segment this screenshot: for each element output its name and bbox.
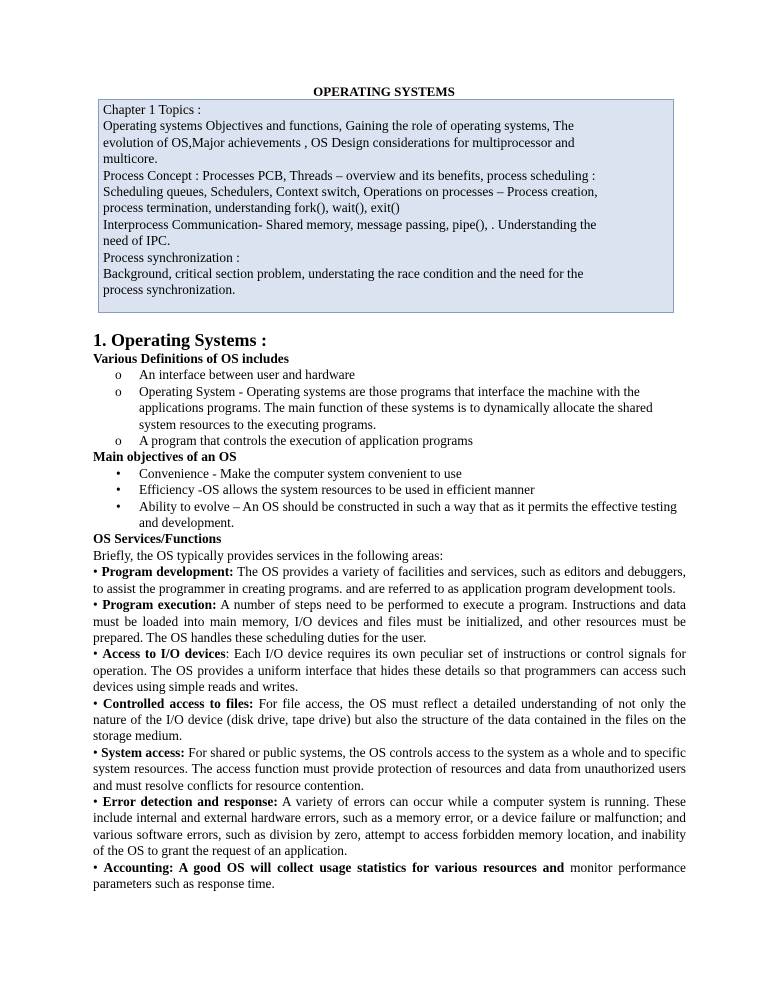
topics-line: process synchronization.	[103, 282, 236, 298]
definitions-list	[93, 367, 686, 449]
topics-line: evolution of OS,Major achievements , OS Design considerations for multiprocessor and	[103, 134, 575, 150]
services-intro: Briefly, the OS typically provides services in the following areas:	[93, 547, 444, 563]
service-paragraph: • Error detection and response: A variety of errors can occur while a computer system is running. These include internal and external hardware errors, such as a memory error, or a device failure or malfunction; and various software errors, such as division by zero, attempt to access forbidden memory location, and inability of the OS to grant the request of an application.	[93, 793, 686, 859]
objectives-heading: Main objectives of an OS	[93, 449, 237, 465]
services-heading: OS Services/Functions	[93, 531, 222, 547]
objectives-list	[93, 466, 686, 532]
dot-bullet-icon: •	[93, 744, 98, 760]
chapter-topics-box	[98, 99, 674, 313]
dot-bullet-icon: •	[93, 646, 98, 662]
service-term: System access:	[101, 744, 185, 760]
circle-bullet-icon: o	[115, 433, 122, 449]
list-item: o A program that controls the execution of application programs	[115, 433, 473, 449]
topics-line: Chapter 1 Topics :	[103, 102, 202, 117]
dot-bullet-icon: •	[116, 498, 121, 514]
service-paragraph: • Controlled access to files: For file access, the OS must reflect a detailed understanding of not only the nature of the I/O device (disk drive, tape drive) but also the structure of the data contained in the files on the storage medium.	[93, 695, 686, 744]
topics-line: Process Concept : Processes PCB, Threads – overview and its benefits, process scheduling :	[103, 167, 596, 183]
service-term: Program execution:	[102, 597, 217, 613]
topics-line: Process synchronization :	[103, 249, 240, 265]
service-term: Error detection and response:	[102, 793, 278, 809]
dot-bullet-icon: •	[116, 465, 121, 481]
dot-bullet-icon: •	[116, 482, 121, 498]
service-term: Accounting: A good OS will collect usage statistics for various resources and	[103, 859, 565, 875]
dot-bullet-icon: •	[93, 564, 98, 580]
main-content	[93, 329, 686, 892]
service-paragraph: • Accounting: A good OS will collect usage statistics for various resources and monitor performance parameters such as response time.	[93, 859, 686, 891]
list-item: o An interface between user and hardware	[115, 367, 355, 383]
service-paragraph: • Program execution: A number of steps need to be performed to execute a program. Instructions and data must be loaded into main memory, I/O devices and files must be initialized, and other resources must be prepared. The OS handles these scheduling duties for the user.	[93, 597, 686, 645]
dot-bullet-icon: •	[93, 793, 98, 809]
definitions-heading: Various Definitions of OS includes	[93, 351, 289, 366]
document-title: OPERATING SYSTEMS	[313, 84, 455, 99]
list-item: o Operating System - Operating systems are those programs that interface the machine with the applications programs. The main function of these systems is to dynamically allocate the shared system resources to the executing programs.	[115, 383, 653, 432]
service-paragraph: • Program development: The OS provides a variety of facilities and services, such as editors and debuggers, to assist the programmer in creating programs. and are referred to as application program development tools.	[93, 564, 686, 596]
service-paragraph: • System access: For shared or public systems, the OS controls access to the system as a whole and to specific system resources. The access function must provide protection of resources and data from unauthorized users and must resolve conflicts for resource contention.	[93, 744, 686, 793]
topics-line: Background, critical section problem, understating the race condition and the need for the	[103, 266, 584, 282]
circle-bullet-icon: o	[115, 383, 122, 399]
service-term: Program development:	[101, 564, 234, 580]
section-heading: 1. Operating Systems :	[93, 330, 267, 350]
dot-bullet-icon: •	[93, 859, 98, 875]
circle-bullet-icon: o	[115, 367, 122, 383]
topics-line: need of IPC.	[103, 233, 171, 249]
dot-bullet-icon: •	[93, 597, 98, 613]
service-term: Controlled access to files:	[102, 695, 254, 711]
topics-line: process termination, understanding fork(), wait(), exit()	[103, 200, 400, 216]
topics-line: multicore.	[103, 151, 158, 167]
service-term: Access to I/O devices	[102, 646, 226, 662]
list-item: • Convenience - Make the computer system convenient to use	[116, 465, 462, 481]
topics-line: Operating systems Objectives and functions, Gaining the role of operating systems, The	[103, 118, 574, 134]
list-item: • Ability to evolve – An OS should be constructed in such a way that as it permits the effective testing and development.	[116, 498, 677, 531]
topics-line: Interprocess Communication- Shared memory, message passing, pipe(), . Understanding the	[103, 216, 597, 232]
dot-bullet-icon: •	[93, 695, 98, 711]
topics-line: Scheduling queues, Schedulers, Context switch, Operations on processes – Process creation,	[103, 184, 598, 200]
list-item: • Efficiency -OS allows the system resources to be used in efficient manner	[116, 482, 535, 498]
service-paragraph: • Access to I/O devices: Each I/O device requires its own peculiar set of instructions or control signals for operation. The OS provides a uniform interface that hides these details so that programmers can access such devices using simple reads and writes.	[93, 646, 686, 695]
